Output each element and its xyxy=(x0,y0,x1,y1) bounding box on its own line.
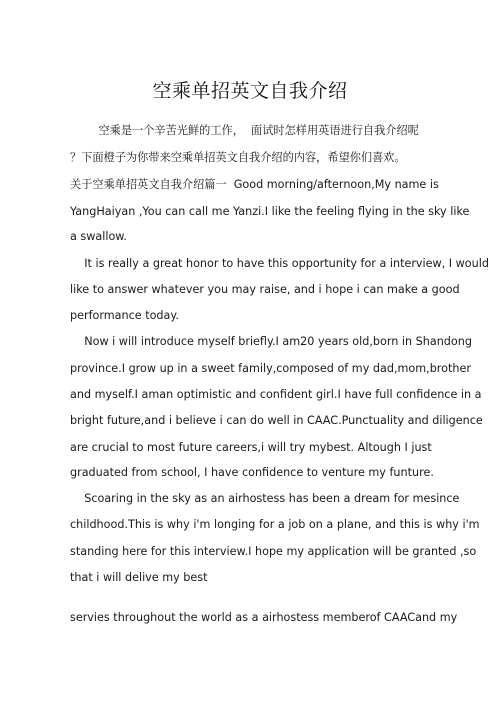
text-line: 空乘是一个辛苦光鲜的工作， 面试时怎样用英语进行自我介绍呢 xyxy=(70,124,419,137)
text-line: YangHaiyan ,You can call me Yanzi.I like the feeling flying in the sky like xyxy=(70,205,470,218)
text-line: 关于空乘单招英文自我介绍篇一 Good morning/afternoon,My name is xyxy=(70,178,439,191)
text-line: childhood.This is why i'm longing for a job on a plane, and this is why i'm xyxy=(70,518,480,531)
text-line: are crucial to most future careers,i will try mybest. Altough I just xyxy=(70,441,432,454)
text-line: standing here for this interview.I hope my application will be granted ,so xyxy=(70,545,477,558)
text-line: Now i will introduce myself briefly.I am20 years old,born in Shandong xyxy=(70,335,472,348)
text-line: performance today. xyxy=(70,309,179,322)
text-line: that i will delive my best xyxy=(70,571,208,584)
text-line: ？下面橙子为你带来空乘单招英文自我介绍的内容，希望你们喜欢。 xyxy=(70,151,406,164)
text-line: a swallow. xyxy=(70,230,127,243)
text-line: like to answer whatever you may raise, and i hope i can make a good xyxy=(70,283,460,296)
text-line: province.I grow up in a sweet family,composed of my dad,mom,brother xyxy=(70,362,471,375)
text-line: bright future,and i believe i can do well in CAAC.Punctuality and diligence xyxy=(70,414,483,427)
text-line: and myself.I aman optimistic and confident girl.I have full confidence in a xyxy=(70,388,482,401)
text-line: servies throughout the world as a airhostess memberof CAACand my xyxy=(70,611,458,624)
text-line: It is really a great honor to have this opportunity for a interview, I would xyxy=(70,257,489,270)
text-line: Scoaring in the sky as an airhostess has been a dream for mesince xyxy=(70,492,460,505)
page-title: 空乘单招英文自我介绍 xyxy=(152,80,348,102)
text-line: graduated from school, I have confidence to venture my funture. xyxy=(70,466,434,479)
